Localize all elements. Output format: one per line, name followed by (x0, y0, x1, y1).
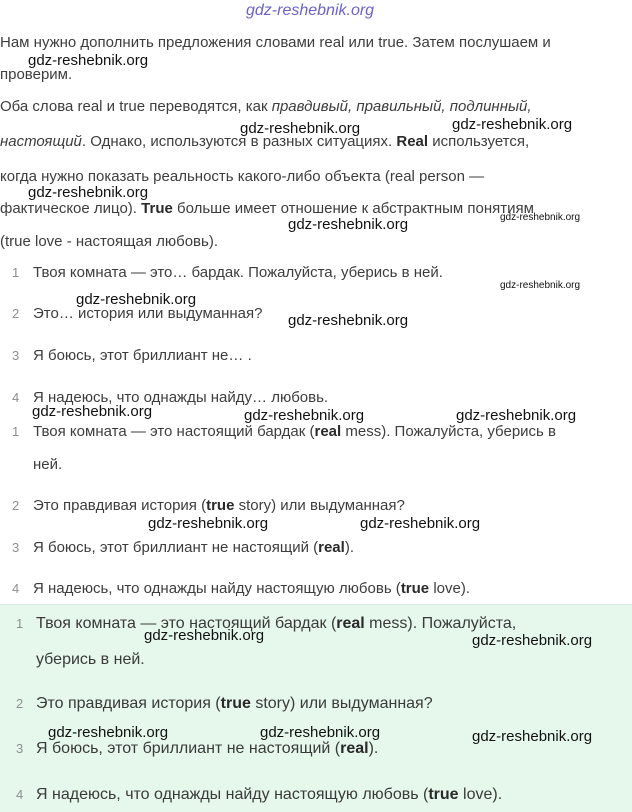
answer-part: mess). Пожалуйста, уберись в (341, 423, 556, 440)
answer-number: 3 (16, 741, 24, 756)
task-number: 1 (12, 265, 20, 280)
watermark: gdz-reshebnik.org (500, 280, 581, 291)
explanation-italic: настоящий (0, 133, 82, 150)
watermark: gdz-reshebnik.org (144, 627, 265, 644)
watermark: gdz-reshebnik.org (244, 407, 365, 424)
answer-text (33, 539, 354, 557)
watermark: gdz-reshebnik.org (240, 120, 361, 137)
answer-part: ). (368, 740, 379, 757)
watermark: gdz-reshebnik.org (48, 724, 169, 741)
watermark: gdz-reshebnik.org (28, 184, 149, 201)
answer-number: 2 (12, 498, 20, 513)
explanation-text: фактическое лицо). (0, 200, 142, 217)
answer-number: 1 (12, 424, 20, 439)
explanation-italic: правдивый, правильный, подлинный, (271, 98, 532, 115)
answer-part: Это правдивая история ( (33, 497, 207, 514)
answer-text: ней. (33, 456, 63, 473)
task-text: Твоя комната — это… бардак. Пожалуйста, уберись в ней. (33, 264, 443, 281)
answer-text (36, 739, 378, 759)
answer-text: уберись в ней. (36, 651, 145, 668)
answer-keyword: true (206, 497, 235, 514)
watermark: gdz-reshebnik.org (260, 724, 381, 741)
watermark: gdz-reshebnik.org (288, 312, 409, 329)
answer-keyword: real (318, 539, 345, 556)
watermark-top: gdz-reshebnik.org (246, 2, 375, 19)
watermark: gdz-reshebnik.org (288, 216, 409, 233)
answer-text (36, 785, 502, 805)
answer-number: 4 (12, 581, 20, 596)
task-text: Я надеюсь, что однажды найду… любовь. (33, 389, 329, 406)
keyword-real: Real (396, 133, 429, 150)
watermark: gdz-reshebnik.org (28, 52, 149, 69)
answer-keyword: real (336, 615, 365, 632)
answer-number: 3 (12, 540, 20, 555)
watermark: gdz-reshebnik.org (472, 632, 593, 649)
answer-text (33, 423, 556, 441)
answer-part: Я боюсь, этот бриллиант не настоящий ( (33, 539, 319, 556)
watermark: gdz-reshebnik.org (456, 407, 577, 424)
answer-part: Я надеюсь, что однажды найду настоящую любовь ( (33, 580, 401, 597)
explanation-line-1 (0, 98, 630, 115)
watermark: gdz-reshebnik.org (148, 515, 269, 532)
intro-line-1: Нам нужно дополнить предложения словами real или true. Затем послушаем и (0, 34, 551, 51)
watermark: gdz-reshebnik.org (472, 728, 593, 745)
watermark: gdz-reshebnik.org (452, 116, 573, 133)
watermark: gdz-reshebnik.org (500, 212, 581, 223)
answer-text (33, 497, 405, 515)
watermark: gdz-reshebnik.org (360, 515, 481, 532)
keyword-true: True (141, 200, 173, 217)
intro-line-2: проверим. (0, 66, 73, 83)
answer-keyword: real (314, 423, 342, 440)
answer-number: 1 (16, 616, 24, 631)
answer-part: story) или выдуманная? (234, 497, 405, 514)
explanation-line-5: (true love - настоящая любовь). (0, 233, 219, 250)
answer-part: Твоя комната — это настоящий бардак ( (36, 615, 337, 632)
explanation-text: используется, (428, 133, 530, 150)
answer-part: ). (344, 539, 354, 556)
answer-part: love). (429, 580, 471, 597)
explanation-text: . Однако, используются в разных ситуациях. (81, 133, 397, 150)
task-number: 4 (12, 390, 20, 405)
answer-keyword: true (428, 786, 459, 803)
answer-number: 2 (16, 696, 24, 711)
task-text: Я боюсь, этот бриллиант не… . (33, 347, 252, 364)
answer-part: Я надеюсь, что однажды найду настоящую любовь ( (36, 786, 429, 803)
watermark: gdz-reshebnik.org (32, 403, 153, 420)
answer-part: Это правдивая история ( (36, 695, 221, 712)
answer-part: story) или выдуманная? (250, 695, 433, 712)
answer-text (33, 580, 470, 598)
answer-text (36, 614, 516, 634)
watermark: gdz-reshebnik.org (76, 291, 197, 308)
explanation-text: больше имеет отношение к абстрактным понятиям (172, 200, 534, 217)
answer-keyword: true (220, 695, 251, 712)
explanation-line-3: когда нужно показать реальность какого-либо объекта (real person — (0, 168, 485, 185)
explanation-text: Оба слова real и true переводятся, как (0, 98, 272, 115)
answer-keyword: real (340, 740, 369, 757)
task-number: 2 (12, 306, 20, 321)
answer-keyword: true (400, 580, 430, 597)
answer-text (36, 694, 433, 714)
answer-part: Твоя комната — это настоящий бардак ( (33, 423, 315, 440)
task-number: 3 (12, 348, 20, 363)
answer-number: 4 (16, 787, 24, 802)
answer-part: Я боюсь, этот бриллиант не настоящий ( (36, 740, 341, 757)
answer-part: mess). Пожалуйста, (364, 615, 517, 632)
answer-part: love). (458, 786, 503, 803)
task-text: Это… история или выдуманная? (33, 305, 263, 322)
